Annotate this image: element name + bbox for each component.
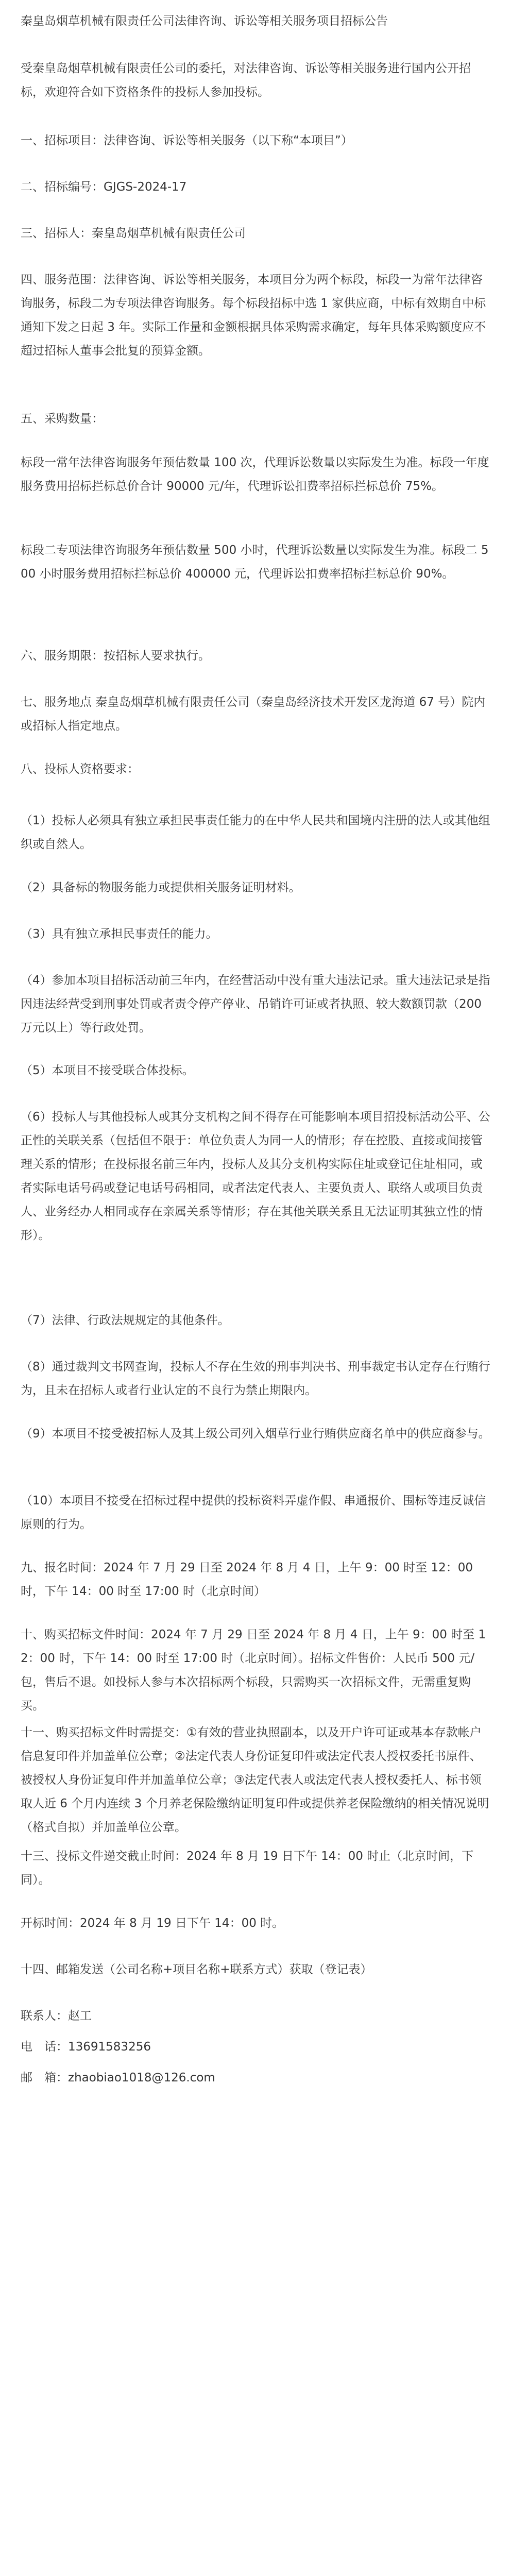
qualification-10: （10）本项目不接受在招标过程中提供的投标资料弄虚作假、串通报价、围标等违反诚信原则的行为。 — [21, 1494, 486, 1531]
section-service-location: 七、服务地点 秦皇岛烟草机械有限责任公司（秦皇岛经济技术开发区龙海道 67 号）院内或招标人指定地点。 — [21, 696, 486, 733]
section-project: 一、招标项目：法律咨询、诉讼等相关服务（以下称“本项目”） — [21, 134, 353, 147]
contact-person: 联系人：赵工 — [21, 2009, 92, 2023]
section-quantity-lot1: 标段一常年法律咨询服务年预估数量 100 次，代理诉讼数量以实际发生为准。标段一年度服务费用招标拦标总价合计 90000 元/年，代理诉讼扣费率招标拦标总价 75%。 — [21, 456, 489, 493]
section-qualifications-heading: 八、投标人资格要求： — [21, 762, 139, 776]
qualification-7: （7）法律、行政法规规定的其他条件。 — [21, 1314, 230, 1327]
qualification-3: （3）具有独立承担民事责任的能力。 — [21, 927, 218, 941]
contact-email: 邮 箱：zhaobiao1018@126.com — [21, 2071, 215, 2084]
section-bid-number: 二、招标编号：GJGS-2024-17 — [21, 180, 187, 194]
section-opening-time: 开标时间：2024 年 8 月 19 日下午 14：00 时。 — [21, 1917, 284, 1930]
section-purchase-time: 十、购买招标文件时间：2024 年 7 月 29 日至 2024 年 8 月 4 日，上午 9：00 时至 12：00 时，下午 14：00 时至 17:00 时（北京时间）。招标文件售价：人民币 500 元/包，售后不退。如投标人参与本次招标两个标段，只需购买一次招标文件，无需重复购买。 — [21, 1628, 486, 1713]
section-purchase-documents: 十一、购买招标文件时需提交：①有效的营业执照副本，以及开户许可证或基本存款帐户信息复印件并加盖单位公章；②法定代表人身份证复印件或法定代表人授权委托书原件、被授权人身份证复印件并加盖单位公章；③法定代表人或法定代表人授权委托人、标书领取人近 6 个月内连续 3 个月养老保险缴纳证明复印件或提供养老保险缴纳的相关情况说明（格式自拟）并加盖单位公章。 — [21, 1726, 489, 1834]
qualification-8: （8）通过裁判文书网查询，投标人不存在生效的刑事判决书、刑事裁定书认定存在行贿行为，且未在招标人或者行业认定的不良行为禁止期限内。 — [21, 1360, 490, 1397]
qualification-4: （4）参加本项目招标活动前三年内，在经营活动中没有重大违法记录。重大违法记录是指因违法经营受到刑事处罚或者责令停产停业、吊销许可证或者执照、较大数额罚款（200 万元以上）等行政处罚。 — [21, 974, 490, 1035]
section-submission-deadline: 十三、投标文件递交截止时间：2024 年 8 月 19 日下午 14：00 时止（北京时间，下同）。 — [21, 1850, 474, 1887]
section-quantity-heading: 五、采购数量： — [21, 412, 104, 426]
section-acquisition-method: 十四、邮箱发送（公司名称+项目名称+联系方式）获取（登记表） — [21, 1963, 372, 1976]
qualification-2: （2）具备标的物服务能力或提供相关服务证明材料。 — [21, 881, 301, 894]
qualification-5: （5）本项目不接受联合体投标。 — [21, 1064, 194, 1077]
section-tenderer: 三、招标人：秦皇岛烟草机械有限责任公司 — [21, 227, 246, 240]
section-service-scope: 四、服务范围：法律咨询、诉讼等相关服务，本项目分为两个标段，标段一为常年法律咨询服务，标段二为专项法律咨询服务。每个标段招标中选 1 家供应商，中标有效期自中标通知下发之日起 3 年。实际工作量和金额根据具体采购需求确定，每年具体采购额度应不超过招标人董事会批复的预算金额。 — [21, 273, 486, 358]
qualification-1: （1）投标人必须具有独立承担民事责任能力的在中华人民共和国境内注册的法人或其他组织或自然人。 — [21, 814, 490, 851]
contact-phone: 电 话：13691583256 — [21, 2040, 151, 2054]
section-quantity-lot2: 标段二专项法律咨询服务年预估数量 500 小时，代理诉讼数量以实际发生为准。标段二 500 小时服务费用招标拦标总价 400000 元，代理诉讼扣费率招标拦标总价 90%。 — [21, 544, 489, 581]
qualification-6: （6）投标人与其他投标人或其分支机构之间不得存在可能影响本项目招投标活动公平、公正性的关联关系（包括但不限于：单位负责人为同一人的情形；存在控股、直接或间接管理关系的情形；在投标报名前三年内，投标人及其分支机构实际住址或登记住址相同，或者实际电话号码或登记电话号码相同，或者法定代表人、主要负责人、联络人或项目负责人、业务经办人相同或存在亲属关系等情形；存在其他关联关系且无法证明其独立性的情形）。 — [21, 1110, 490, 1242]
section-service-term: 六、服务期限：按招标人要求执行。 — [21, 649, 210, 663]
qualification-9: （9）本项目不接受被招标人及其上级公司列入烟草行业行贿供应商名单中的供应商参与。 — [21, 1427, 490, 1440]
intro-paragraph: 受秦皇岛烟草机械有限责任公司的委托，对法律咨询、诉讼等相关服务进行国内公开招标，欢迎符合如下资格条件的投标人参加投标。 — [21, 62, 471, 99]
document-title: 秦皇岛烟草机械有限责任公司法律咨询、诉讼等相关服务项目招标公告 — [21, 14, 388, 28]
section-registration-time: 九、报名时间：2024 年 7 月 29 日至 2024 年 8 月 4 日，上午 9：00 时至 12：00 时，下午 14：00 时至 17:00 时（北京时间） — [21, 1561, 477, 1598]
